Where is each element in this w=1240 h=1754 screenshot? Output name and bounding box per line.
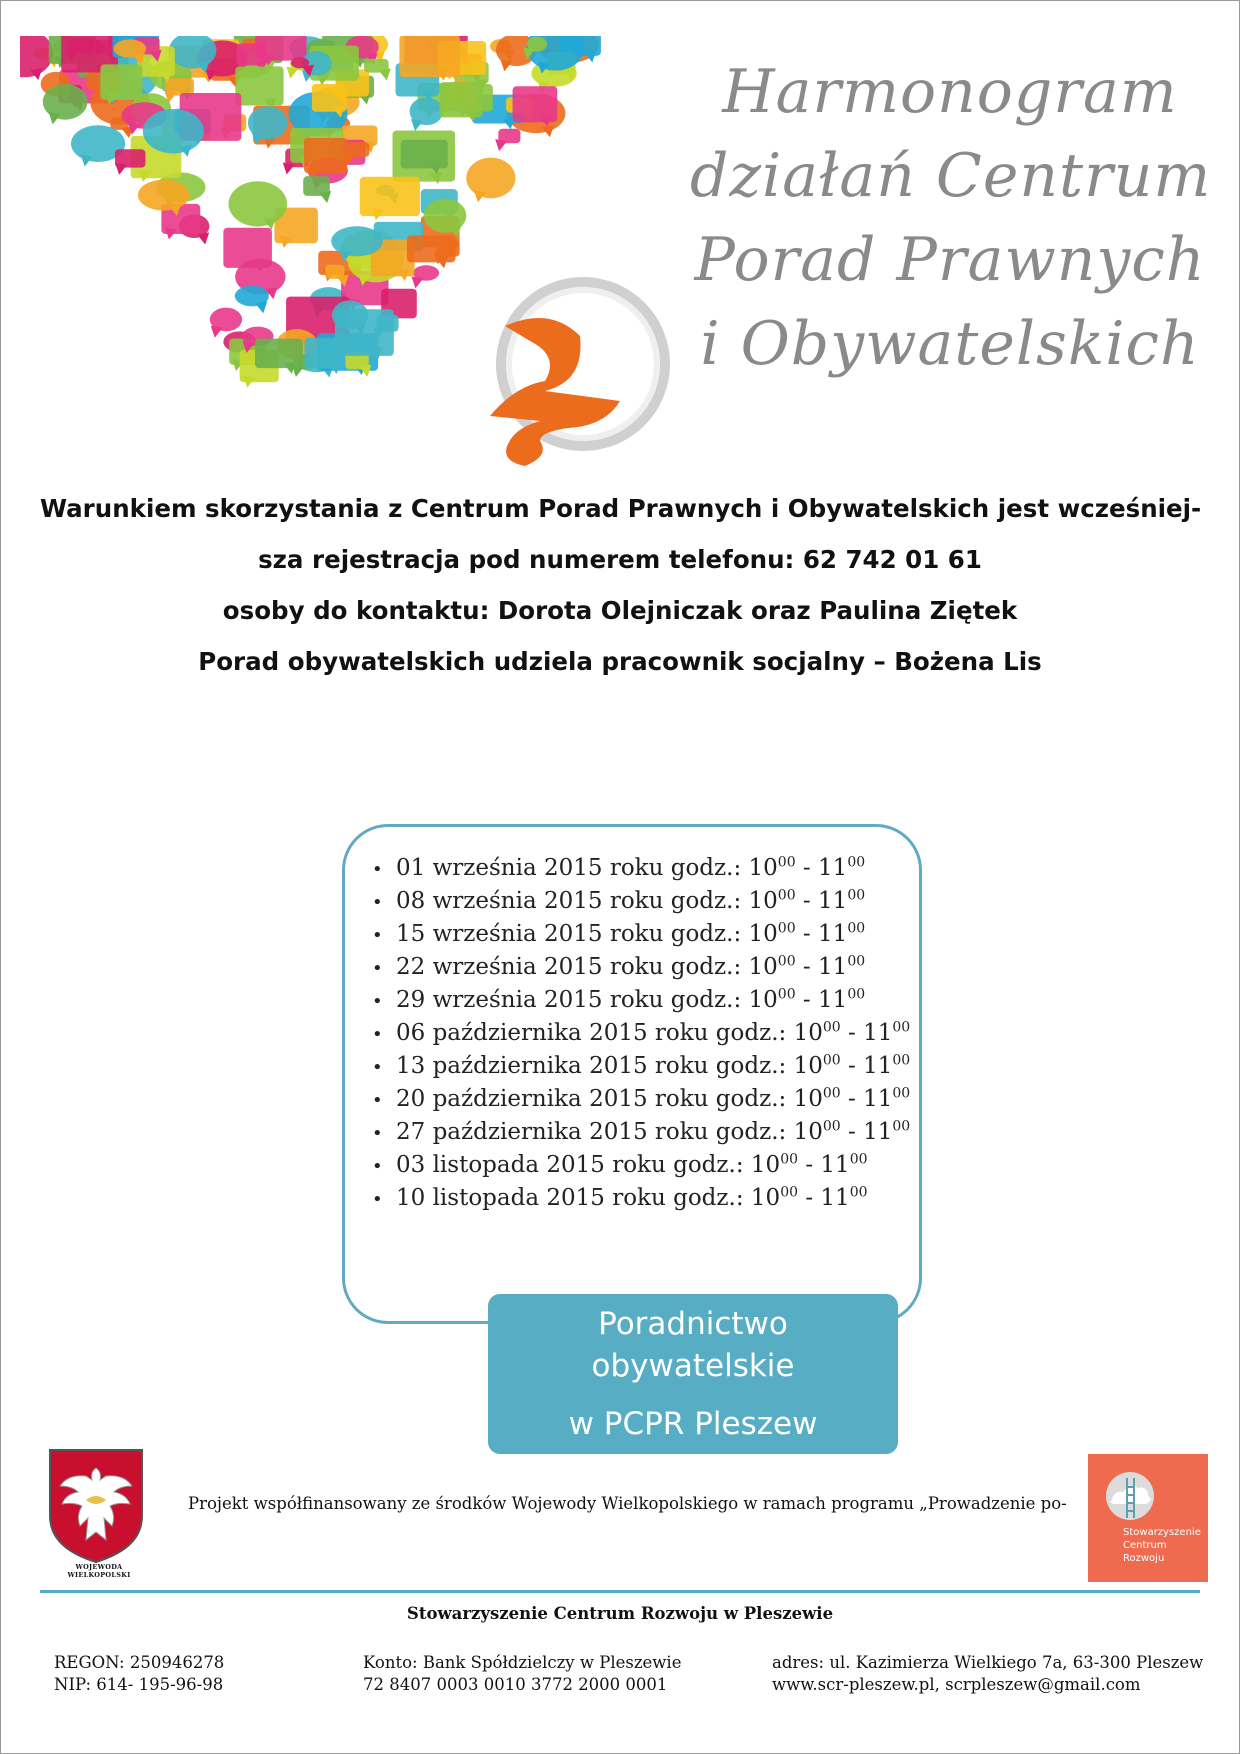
start-minutes: 00 xyxy=(780,1184,799,1201)
end-hour: 11 xyxy=(818,921,848,947)
schedule-item xyxy=(372,984,912,1017)
schedule-date: 13 października 2015 roku godz.: xyxy=(396,1053,794,1079)
schedule-date: 15 września 2015 roku godz.: xyxy=(396,921,749,947)
end-minutes: 00 xyxy=(847,854,866,871)
bullet-icon: • xyxy=(372,859,383,880)
schedule-item xyxy=(372,1182,912,1215)
end-minutes: 00 xyxy=(849,1151,868,1168)
crest-label: WOJEWODA WIELKOPOLSKI xyxy=(67,1563,131,1579)
registration-phone: sza rejestracja pod numerem telefonu: 62 742 01 61 xyxy=(258,545,982,574)
schedule-date: 29 września 2015 roku godz.: xyxy=(396,987,749,1013)
start-minutes: 00 xyxy=(777,854,796,871)
end-hour: 11 xyxy=(863,1020,893,1046)
schedule-date: 06 października 2015 roku godz.: xyxy=(396,1020,794,1046)
schedule-item xyxy=(372,1017,912,1050)
end-hour: 11 xyxy=(863,1053,893,1079)
schedule-item xyxy=(372,1149,912,1182)
logo-text: Rozwoju xyxy=(1123,1553,1165,1564)
bullet-icon: • xyxy=(372,1123,383,1144)
start-hour: 10 xyxy=(793,1086,823,1112)
end-minutes: 00 xyxy=(847,953,866,970)
end-minutes: 00 xyxy=(892,1118,911,1135)
page-title xyxy=(690,50,1210,386)
footer-ids xyxy=(54,1652,224,1696)
end-minutes: 00 xyxy=(849,1184,868,1201)
nip: NIP: 614- 195-96-98 xyxy=(54,1675,224,1694)
badge-line: w PCPR Pleszew xyxy=(568,1406,818,1442)
time-separator: - xyxy=(795,921,819,947)
time-separator: - xyxy=(795,888,819,914)
end-minutes: 00 xyxy=(847,920,866,937)
schedule-date: 27 października 2015 roku godz.: xyxy=(396,1119,794,1145)
end-minutes: 00 xyxy=(892,1052,911,1069)
bank-name: Konto: Bank Spółdzielczy w Pleszewie xyxy=(363,1653,682,1672)
time-separator: - xyxy=(795,855,819,881)
bullet-icon: • xyxy=(372,925,383,946)
time-separator: - xyxy=(840,1119,864,1145)
end-hour: 11 xyxy=(863,1119,893,1145)
bullet-icon: • xyxy=(372,892,383,913)
footer-divider xyxy=(40,1590,1200,1593)
footer-contact xyxy=(772,1652,1203,1696)
title-line: i Obywatelskich xyxy=(700,309,1200,379)
bullet-icon: • xyxy=(372,1090,383,1111)
start-minutes: 00 xyxy=(822,1019,841,1036)
badge-line: obywatelskie xyxy=(591,1348,795,1384)
time-separator: - xyxy=(840,1020,864,1046)
schedule-item xyxy=(372,852,912,885)
end-hour: 11 xyxy=(818,855,848,881)
start-hour: 10 xyxy=(750,1185,781,1211)
association-logo xyxy=(1088,1454,1208,1582)
schedule-date: 03 listopada 2015 roku godz.: xyxy=(396,1152,751,1178)
address: adres: ul. Kazimierza Wielkiego 7a, 63-300 Pleszew xyxy=(772,1653,1204,1672)
schedule-list xyxy=(372,852,912,1215)
end-hour: 11 xyxy=(863,1086,893,1112)
project-funding-text: Projekt współfinansowany ze środków Wojewody Wielkopolskiego w ramach programu „Prowadzenie po- xyxy=(188,1494,1067,1513)
schedule-item xyxy=(372,885,912,918)
schedule-date: 10 listopada 2015 roku godz.: xyxy=(396,1185,751,1211)
website-email: www.scr-pleszew.pl, scrpleszew@gmail.com xyxy=(772,1675,1141,1694)
ladder-cloud-icon xyxy=(1102,1470,1158,1526)
start-minutes: 00 xyxy=(780,1151,799,1168)
schedule-item xyxy=(372,1083,912,1116)
magnifier-icon xyxy=(490,282,665,466)
start-hour: 10 xyxy=(748,888,778,914)
advisor-info: Porad obywatelskich udziela pracownik socjalny – Bożena Lis xyxy=(198,647,1042,676)
start-hour: 10 xyxy=(750,1152,781,1178)
title-line: Porad Prawnych xyxy=(694,225,1206,295)
start-hour: 10 xyxy=(748,954,778,980)
bank-account: 72 8407 0003 0010 3772 2000 0001 xyxy=(363,1675,668,1694)
time-separator: - xyxy=(795,987,819,1013)
start-hour: 10 xyxy=(748,921,778,947)
start-hour: 10 xyxy=(748,987,778,1013)
badge-line: Poradnictwo xyxy=(598,1306,788,1342)
speech-bubbles-illustration xyxy=(20,36,720,486)
bullet-icon: • xyxy=(372,958,383,979)
time-separator: - xyxy=(798,1152,821,1178)
end-minutes: 00 xyxy=(892,1019,911,1036)
time-separator: - xyxy=(795,954,819,980)
bullet-icon: • xyxy=(372,991,383,1012)
bullet-icon: • xyxy=(372,1024,383,1045)
end-hour: 11 xyxy=(820,1152,850,1178)
schedule-item xyxy=(372,918,912,951)
end-minutes: 00 xyxy=(847,887,866,904)
time-separator: - xyxy=(840,1086,864,1112)
schedule-date: 20 października 2015 roku godz.: xyxy=(396,1086,794,1112)
schedule-date: 08 września 2015 roku godz.: xyxy=(396,888,749,914)
start-minutes: 00 xyxy=(777,920,796,937)
bullet-icon: • xyxy=(372,1156,383,1177)
start-minutes: 00 xyxy=(777,986,796,1003)
schedule-date: 01 września 2015 roku godz.: xyxy=(396,855,749,881)
end-hour: 11 xyxy=(820,1185,850,1211)
logo-text: Centrum xyxy=(1123,1540,1167,1551)
start-minutes: 00 xyxy=(822,1085,841,1102)
schedule-date: 22 września 2015 roku godz.: xyxy=(396,954,749,980)
start-hour: 10 xyxy=(793,1053,823,1079)
service-badge xyxy=(488,1294,898,1454)
organization-name: Stowarzyszenie Centrum Rozwoju w Pleszewie xyxy=(406,1604,834,1623)
bullet-icon: • xyxy=(372,1057,383,1078)
footer-bank xyxy=(363,1652,681,1696)
end-minutes: 00 xyxy=(847,986,866,1003)
start-hour: 10 xyxy=(793,1119,823,1145)
start-hour: 10 xyxy=(748,855,778,881)
title-line: działań Centrum xyxy=(690,141,1212,211)
schedule-item xyxy=(372,1050,912,1083)
regon: REGON: 250946278 xyxy=(54,1653,225,1672)
start-minutes: 00 xyxy=(822,1052,841,1069)
time-separator: - xyxy=(798,1185,821,1211)
end-minutes: 00 xyxy=(892,1085,911,1102)
schedule-item xyxy=(372,1116,912,1149)
time-separator: - xyxy=(840,1053,864,1079)
schedule-item xyxy=(372,951,912,984)
start-hour: 10 xyxy=(793,1020,823,1046)
eagle-crest-icon xyxy=(46,1446,146,1566)
end-hour: 11 xyxy=(818,954,848,980)
end-hour: 11 xyxy=(818,987,848,1013)
start-minutes: 00 xyxy=(822,1118,841,1135)
logo-text: Stowarzyszenie xyxy=(1123,1527,1201,1538)
end-hour: 11 xyxy=(818,888,848,914)
bullet-icon: • xyxy=(372,1189,383,1210)
title-line: Harmonogram xyxy=(722,57,1178,127)
start-minutes: 00 xyxy=(777,953,796,970)
contact-persons: osoby do kontaktu: Dorota Olejniczak oraz Paulina Ziętek xyxy=(222,596,1018,625)
registration-info: Warunkiem skorzystania z Centrum Porad Prawnych i Obywatelskich jest wcześniej- xyxy=(40,494,1202,523)
start-minutes: 00 xyxy=(777,887,796,904)
